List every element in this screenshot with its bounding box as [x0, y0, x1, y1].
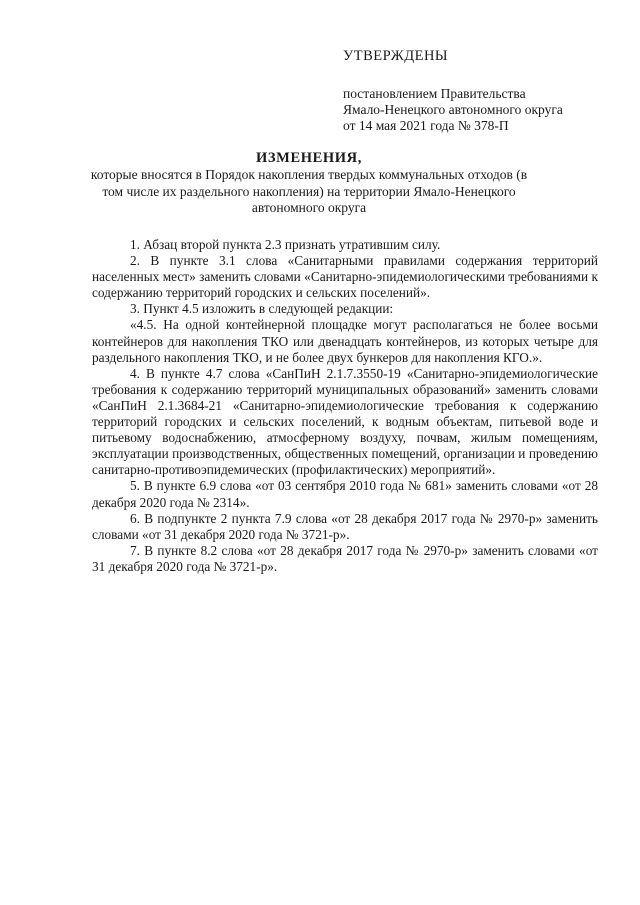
- paragraph-item-4: 4. В пункте 4.7 слова «СанПиН 2.1.7.3550-19 «Санитарно-эпидемиологические требования к содержанию территорий муниципальных образований» заменить словами «СанПиН 2.1.3684-21 «Санитарно-эпидемиологические требования к содержанию территорий городских и сельских поселений, к водным объектам, питьевой воде и питьевому водоснабжению, атмосферному воздуху, почвам, жилым помещениям, эксплуатации производственных, общественных помещений, организации и проведению санитарно-противоэпидемических (профилактических) мероприятий».: [92, 365, 598, 478]
- approval-date-line: от 14 мая 2021 года № 378-П: [343, 118, 509, 133]
- quoted-paragraph-4-5: «4.5. На одной контейнерной площадке могут располагаться не более восьми контейнеров для накопления ТКО или двенадцать контейнеров, из которых четыре для раздельного накопления ТКО, и не более двух бункеров для накопления КГО.».: [92, 317, 598, 365]
- paragraph-item-5: 5. В пункте 6.9 слова «от 03 сентября 2010 года № 681» заменить словами «от 28 декабря 2020 года № 2314».: [92, 478, 598, 510]
- paragraph-item-2: 2. В пункте 3.1 слова «Санитарными правилами содержания территорий населенных мест» заменить словами «Санитарно-эпидемиологическими требованиями к содержанию территорий городских и сельских поселений».: [92, 253, 598, 301]
- document-title: ИЗМЕНЕНИЯ,: [256, 150, 362, 166]
- approval-heading: УТВЕРЖДЕНЫ: [343, 48, 449, 64]
- approval-block: [343, 48, 613, 134]
- paragraph-item-6: 6. В подпункте 2 пункта 7.9 слова «от 28 декабря 2017 года № 2970-р» заменить словами «от 31 декабря 2020 года № 3721-р».: [92, 510, 598, 542]
- approval-line: Ямало-Ненецкого автономного округа: [343, 102, 563, 117]
- document-title-block: [84, 150, 534, 216]
- paragraph-item-7: 7. В пункте 8.2 слова «от 28 декабря 2017 года № 2970-р» заменить словами «от 31 декабря 2020 года № 3721-р».: [92, 542, 598, 574]
- paragraph-item-1: 1. Абзац второй пункта 2.3 признать утратившим силу.: [130, 237, 441, 252]
- document-subtitle: которые вносятся в Порядок накопления твердых коммунальных отходов (в том числе их раздельного накопления) на территории Ямало-Ненецкого автономного округа: [90, 167, 528, 215]
- approval-line: постановлением Правительства: [343, 86, 526, 101]
- document-body: [92, 237, 598, 575]
- paragraph-item-3: 3. Пункт 4.5 изложить в следующей редакции:: [130, 301, 394, 317]
